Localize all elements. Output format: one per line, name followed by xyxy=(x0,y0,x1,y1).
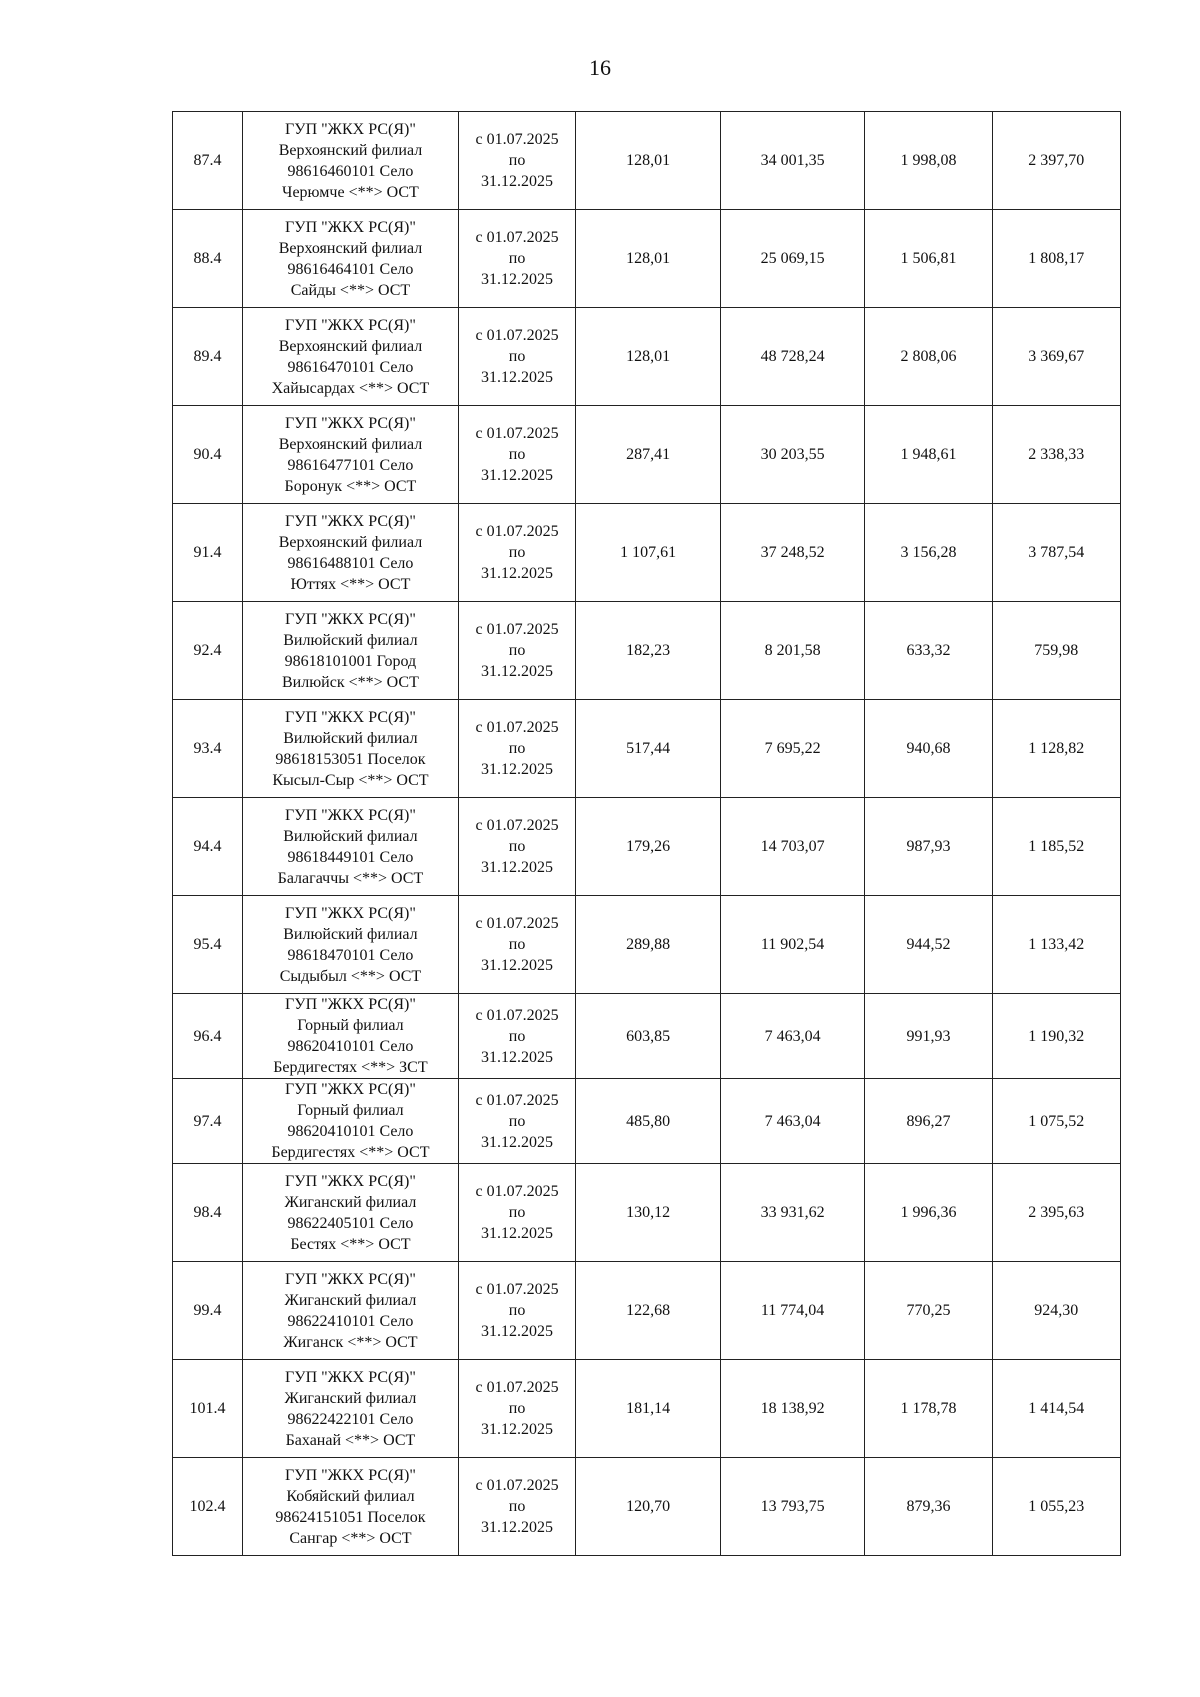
value-2-cell: 37 248,52 xyxy=(720,504,865,602)
table-row xyxy=(173,1262,1121,1360)
period-cell xyxy=(458,112,576,210)
organization-cell xyxy=(243,1360,459,1458)
organization-cell-line: ГУП "ЖКХ РС(Я)" xyxy=(285,1081,416,1098)
period-cell-line: 31.12.2025 xyxy=(481,761,554,778)
value-2-cell: 14 703,07 xyxy=(720,798,865,896)
organization-cell-line: Верхоянский филиал xyxy=(278,435,423,453)
period-cell-line: по xyxy=(508,544,526,561)
organization-cell-line: ГУП "ЖКХ РС(Я)" xyxy=(285,316,416,334)
organization-cell-line: ГУП "ЖКХ РС(Я)" xyxy=(285,414,416,432)
row-number-cell: 87.4 xyxy=(173,112,243,210)
organization-cell-line: 98620410101 Село xyxy=(287,1123,414,1140)
table-row xyxy=(173,896,1121,994)
value-3-cell: 770,25 xyxy=(865,1262,992,1360)
value-1-cell: 128,01 xyxy=(576,308,721,406)
organization-cell-line: Боронук <**> ОСТ xyxy=(284,477,417,495)
value-1-cell: 128,01 xyxy=(576,112,721,210)
organization-cell-line: Вилюйский филиал xyxy=(283,631,418,649)
organization-cell-line: Горный филиал xyxy=(297,1102,404,1119)
value-3-cell: 991,93 xyxy=(865,994,992,1079)
organization-cell xyxy=(243,1262,459,1360)
period-cell-line: с 01.07.2025 xyxy=(475,1091,559,1109)
period-cell xyxy=(458,700,576,798)
period-cell-line: по xyxy=(508,250,526,267)
period-cell-line: по xyxy=(508,446,526,463)
organization-cell xyxy=(243,994,459,1079)
value-2-cell: 8 201,58 xyxy=(720,602,865,700)
organization-cell-line: 98616477101 Село xyxy=(287,456,414,474)
organization-cell-line: Хайысардах <**> ОСТ xyxy=(271,379,430,397)
organization-cell-line: Бердигестях <**> ЗСТ xyxy=(273,1059,428,1076)
organization-cell-line: Юттях <**> ОСТ xyxy=(290,575,411,593)
organization-cell-line: 98618153051 Поселок xyxy=(275,750,426,768)
organization-cell-line: 98618449101 Село xyxy=(287,848,414,866)
table-row xyxy=(173,700,1121,798)
table-row xyxy=(173,308,1121,406)
organization-cell-line: 98622405101 Село xyxy=(287,1214,414,1232)
organization-cell-line: Жиганский филиал xyxy=(284,1291,417,1309)
value-3-cell: 944,52 xyxy=(865,896,992,994)
value-2-cell: 11 774,04 xyxy=(720,1262,865,1360)
organization-cell-line: ГУП "ЖКХ РС(Я)" xyxy=(285,708,416,726)
period-cell-line: по xyxy=(508,152,526,169)
table-row xyxy=(173,406,1121,504)
row-number-cell: 101.4 xyxy=(173,1360,243,1458)
period-cell-line: с 01.07.2025 xyxy=(475,425,559,442)
value-1-cell: 517,44 xyxy=(576,700,721,798)
value-4-cell: 3 369,67 xyxy=(992,308,1120,406)
period-cell-line: по xyxy=(508,642,526,659)
value-1-cell: 182,23 xyxy=(576,602,721,700)
value-2-cell: 30 203,55 xyxy=(720,406,865,504)
period-cell xyxy=(458,1079,576,1164)
value-3-cell: 940,68 xyxy=(865,700,992,798)
value-4-cell: 2 397,70 xyxy=(992,112,1120,210)
organization-cell xyxy=(243,1164,459,1262)
organization-cell-line: Вилюйский филиал xyxy=(283,729,418,747)
organization-cell xyxy=(243,602,459,700)
table-row xyxy=(173,1164,1121,1262)
period-cell-line: 31.12.2025 xyxy=(481,1225,554,1242)
period-cell-line: по xyxy=(508,1400,526,1417)
organization-cell-line: Верхоянский филиал xyxy=(278,239,423,257)
row-number-cell: 90.4 xyxy=(173,406,243,504)
organization-cell-line: ГУП "ЖКХ РС(Я)" xyxy=(285,904,416,922)
period-cell-line: 31.12.2025 xyxy=(481,271,554,288)
table-row xyxy=(173,1458,1121,1556)
organization-cell-line: Черюмче <**> ОСТ xyxy=(282,183,419,201)
value-3-cell: 1 998,08 xyxy=(865,112,992,210)
value-3-cell: 1 506,81 xyxy=(865,210,992,308)
period-cell xyxy=(458,210,576,308)
value-1-cell: 122,68 xyxy=(576,1262,721,1360)
period-cell-line: с 01.07.2025 xyxy=(475,327,559,344)
period-cell-line: с 01.07.2025 xyxy=(475,1379,559,1396)
organization-cell-line: ГУП "ЖКХ РС(Я)" xyxy=(285,1172,416,1190)
period-cell-line: с 01.07.2025 xyxy=(475,1006,559,1024)
organization-cell xyxy=(243,210,459,308)
value-2-cell: 25 069,15 xyxy=(720,210,865,308)
period-cell-line: 31.12.2025 xyxy=(481,369,554,386)
period-cell xyxy=(458,896,576,994)
row-number-cell: 96.4 xyxy=(173,994,243,1079)
table-row xyxy=(173,1360,1121,1458)
period-cell xyxy=(458,602,576,700)
organization-cell-line: 98618101001 Город xyxy=(284,652,417,670)
organization-cell xyxy=(243,896,459,994)
period-cell xyxy=(458,1262,576,1360)
period-cell-line: 31.12.2025 xyxy=(481,467,554,484)
value-4-cell: 1 808,17 xyxy=(992,210,1120,308)
organization-cell-line: Вилюйский филиал xyxy=(283,827,418,845)
value-3-cell: 987,93 xyxy=(865,798,992,896)
organization-cell-line: ГУП "ЖКХ РС(Я)" xyxy=(285,610,416,628)
period-cell-line: по xyxy=(508,1204,526,1221)
value-1-cell: 181,14 xyxy=(576,1360,721,1458)
organization-cell-line: ГУП "ЖКХ РС(Я)" xyxy=(285,218,416,236)
period-cell-line: по xyxy=(508,1027,526,1045)
value-4-cell: 2 338,33 xyxy=(992,406,1120,504)
organization-cell-line: ГУП "ЖКХ РС(Я)" xyxy=(285,1368,416,1386)
row-number-cell: 88.4 xyxy=(173,210,243,308)
organization-cell xyxy=(243,112,459,210)
value-4-cell: 1 075,52 xyxy=(992,1079,1120,1164)
organization-cell-line: Горный филиал xyxy=(297,1017,404,1034)
table-row xyxy=(173,798,1121,896)
organization-cell-line: Бердигестях <**> ОСТ xyxy=(271,1144,430,1161)
period-cell xyxy=(458,1458,576,1556)
organization-cell xyxy=(243,406,459,504)
value-3-cell: 2 808,06 xyxy=(865,308,992,406)
period-cell-line: 31.12.2025 xyxy=(481,1421,554,1438)
period-cell-line: по xyxy=(508,1302,526,1319)
period-cell-line: с 01.07.2025 xyxy=(475,229,559,246)
page-number: 16 xyxy=(589,55,611,80)
value-1-cell: 603,85 xyxy=(576,994,721,1079)
period-cell-line: 31.12.2025 xyxy=(481,1048,554,1066)
period-cell-line: 31.12.2025 xyxy=(481,859,554,876)
table-row xyxy=(173,210,1121,308)
value-3-cell: 1 996,36 xyxy=(865,1164,992,1262)
value-1-cell: 179,26 xyxy=(576,798,721,896)
value-2-cell: 7 463,04 xyxy=(720,1079,865,1164)
organization-cell xyxy=(243,1458,459,1556)
value-2-cell: 48 728,24 xyxy=(720,308,865,406)
period-cell xyxy=(458,994,576,1079)
period-cell-line: с 01.07.2025 xyxy=(475,915,559,932)
period-cell-line: 31.12.2025 xyxy=(481,1519,554,1536)
organization-cell-line: Жиганск <**> ОСТ xyxy=(283,1333,418,1351)
value-4-cell: 1 190,32 xyxy=(992,994,1120,1079)
value-2-cell: 13 793,75 xyxy=(720,1458,865,1556)
organization-cell xyxy=(243,798,459,896)
table-row xyxy=(173,994,1121,1079)
value-1-cell: 287,41 xyxy=(576,406,721,504)
period-cell-line: по xyxy=(508,740,526,757)
value-4-cell: 1 414,54 xyxy=(992,1360,1120,1458)
period-cell-line: по xyxy=(508,936,526,953)
period-cell-line: с 01.07.2025 xyxy=(475,1477,559,1494)
value-1-cell: 485,80 xyxy=(576,1079,721,1164)
period-cell xyxy=(458,308,576,406)
organization-cell-line: 98620410101 Село xyxy=(287,1038,414,1055)
organization-cell-line: ГУП "ЖКХ РС(Я)" xyxy=(285,806,416,824)
organization-cell-line: ГУП "ЖКХ РС(Я)" xyxy=(285,996,416,1013)
value-4-cell: 1 133,42 xyxy=(992,896,1120,994)
period-cell-line: 31.12.2025 xyxy=(481,1133,554,1151)
period-cell-line: 31.12.2025 xyxy=(481,173,554,190)
value-2-cell: 18 138,92 xyxy=(720,1360,865,1458)
value-1-cell: 289,88 xyxy=(576,896,721,994)
period-cell-line: с 01.07.2025 xyxy=(475,719,559,736)
organization-cell-line: 98616488101 Село xyxy=(287,554,414,572)
table-row xyxy=(173,602,1121,700)
period-cell-line: по xyxy=(508,1498,526,1515)
value-2-cell: 7 695,22 xyxy=(720,700,865,798)
organization-cell-line: 98616464101 Село xyxy=(287,260,414,278)
value-4-cell: 924,30 xyxy=(992,1262,1120,1360)
organization-cell-line: 98616460101 Село xyxy=(287,162,414,180)
organization-cell-line: 98622422101 Село xyxy=(287,1410,414,1428)
organization-cell-line: Верхоянский филиал xyxy=(278,337,423,355)
period-cell-line: с 01.07.2025 xyxy=(475,523,559,540)
organization-cell-line: Кобяйский филиал xyxy=(286,1487,415,1505)
value-2-cell: 11 902,54 xyxy=(720,896,865,994)
organization-cell xyxy=(243,700,459,798)
row-number-cell: 95.4 xyxy=(173,896,243,994)
value-4-cell: 2 395,63 xyxy=(992,1164,1120,1262)
period-cell-line: 31.12.2025 xyxy=(481,565,554,582)
organization-cell-line: Жиганский филиал xyxy=(284,1193,417,1211)
organization-cell xyxy=(243,504,459,602)
organization-cell-line: ГУП "ЖКХ РС(Я)" xyxy=(285,1466,416,1484)
organization-cell-line: 98624151051 Поселок xyxy=(275,1508,426,1526)
value-4-cell: 1 128,82 xyxy=(992,700,1120,798)
value-4-cell: 759,98 xyxy=(992,602,1120,700)
value-1-cell: 128,01 xyxy=(576,210,721,308)
row-number-cell: 92.4 xyxy=(173,602,243,700)
row-number-cell: 98.4 xyxy=(173,1164,243,1262)
period-cell-line: 31.12.2025 xyxy=(481,1323,554,1340)
value-2-cell: 33 931,62 xyxy=(720,1164,865,1262)
value-1-cell: 1 107,61 xyxy=(576,504,721,602)
value-3-cell: 1 948,61 xyxy=(865,406,992,504)
row-number-cell: 99.4 xyxy=(173,1262,243,1360)
row-number-cell: 91.4 xyxy=(173,504,243,602)
organization-cell-line: 98618470101 Село xyxy=(287,946,414,964)
period-cell-line: по xyxy=(508,838,526,855)
value-3-cell: 3 156,28 xyxy=(865,504,992,602)
organization-cell-line: Жиганский филиал xyxy=(284,1389,417,1407)
row-number-cell: 102.4 xyxy=(173,1458,243,1556)
period-cell xyxy=(458,504,576,602)
value-2-cell: 34 001,35 xyxy=(720,112,865,210)
organization-cell-line: Бестях <**> ОСТ xyxy=(290,1235,411,1253)
period-cell-line: по xyxy=(508,1112,526,1130)
value-4-cell: 1 185,52 xyxy=(992,798,1120,896)
period-cell-line: 31.12.2025 xyxy=(481,957,554,974)
row-number-cell: 89.4 xyxy=(173,308,243,406)
organization-cell xyxy=(243,308,459,406)
table-row xyxy=(173,504,1121,602)
period-cell-line: с 01.07.2025 xyxy=(475,1183,559,1200)
organization-cell-line: Вилюйский филиал xyxy=(283,925,418,943)
period-cell-line: с 01.07.2025 xyxy=(475,817,559,834)
value-4-cell: 1 055,23 xyxy=(992,1458,1120,1556)
value-3-cell: 633,32 xyxy=(865,602,992,700)
period-cell xyxy=(458,1360,576,1458)
period-cell-line: с 01.07.2025 xyxy=(475,131,559,148)
period-cell-line: с 01.07.2025 xyxy=(475,621,559,638)
organization-cell-line: 98622410101 Село xyxy=(287,1312,414,1330)
table-row xyxy=(173,112,1121,210)
value-3-cell: 896,27 xyxy=(865,1079,992,1164)
organization-cell-line: ГУП "ЖКХ РС(Я)" xyxy=(285,120,416,138)
value-1-cell: 130,12 xyxy=(576,1164,721,1262)
period-cell-line: с 01.07.2025 xyxy=(475,1281,559,1298)
organization-cell-line: Верхоянский филиал xyxy=(278,141,423,159)
table-row xyxy=(173,1079,1121,1164)
row-number-cell: 97.4 xyxy=(173,1079,243,1164)
period-cell xyxy=(458,798,576,896)
value-2-cell: 7 463,04 xyxy=(720,994,865,1079)
organization-cell-line: Сангар <**> ОСТ xyxy=(289,1529,412,1547)
period-cell xyxy=(458,406,576,504)
value-3-cell: 879,36 xyxy=(865,1458,992,1556)
organization-cell-line: ГУП "ЖКХ РС(Я)" xyxy=(285,1270,416,1288)
value-1-cell: 120,70 xyxy=(576,1458,721,1556)
organization-cell-line: 98616470101 Село xyxy=(287,358,414,376)
organization-cell-line: Вилюйск <**> ОСТ xyxy=(282,673,419,691)
value-4-cell: 3 787,54 xyxy=(992,504,1120,602)
organization-cell-line: Кысыл-Сыр <**> ОСТ xyxy=(272,771,429,789)
organization-cell-line: Баханай <**> ОСТ xyxy=(285,1431,416,1449)
value-3-cell: 1 178,78 xyxy=(865,1360,992,1458)
row-number-cell: 94.4 xyxy=(173,798,243,896)
organization-cell-line: ГУП "ЖКХ РС(Я)" xyxy=(285,512,416,530)
period-cell-line: 31.12.2025 xyxy=(481,663,554,680)
row-number-cell: 93.4 xyxy=(173,700,243,798)
tariff-table-body xyxy=(173,112,1121,1556)
tariff-table xyxy=(172,111,1121,1556)
period-cell xyxy=(458,1164,576,1262)
organization-cell xyxy=(243,1079,459,1164)
organization-cell-line: Верхоянский филиал xyxy=(278,533,423,551)
organization-cell-line: Сыдыбыл <**> ОСТ xyxy=(279,967,422,985)
organization-cell-line: Балагаччы <**> ОСТ xyxy=(277,869,424,887)
organization-cell-line: Сайды <**> ОСТ xyxy=(290,281,411,299)
period-cell-line: по xyxy=(508,348,526,365)
